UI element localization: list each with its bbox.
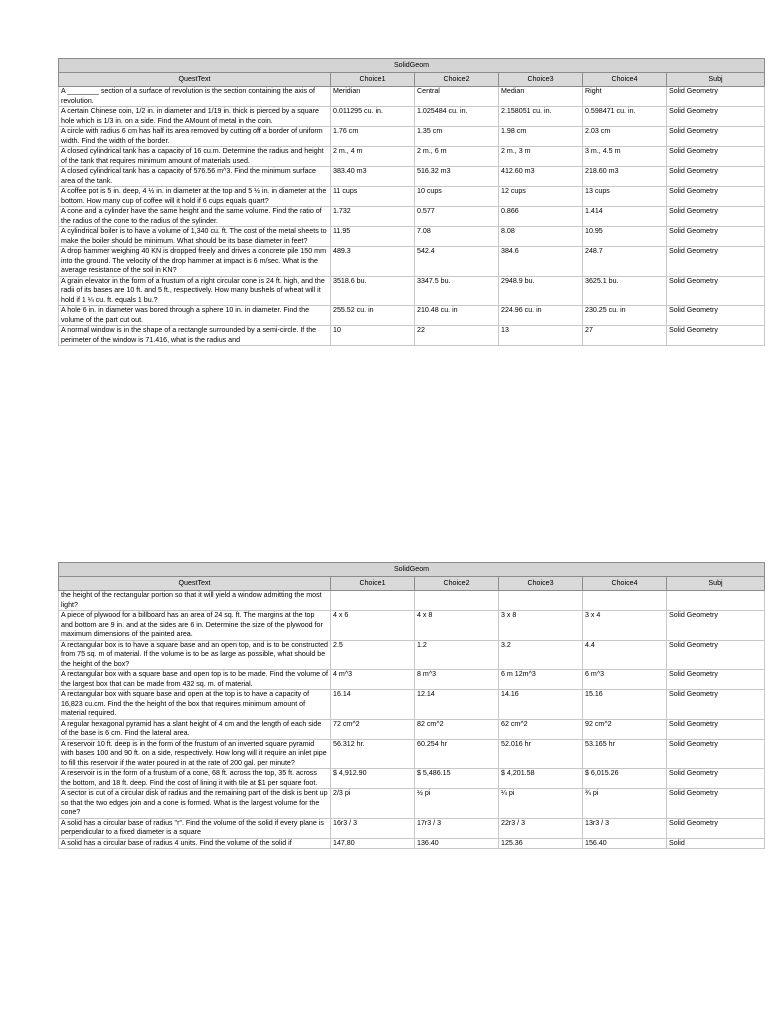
cell-choice2: 12.14	[415, 690, 499, 720]
cell-questtext: A solid has a circular base of radius 4 units. Find the volume of the solid if	[59, 838, 331, 849]
col-header-choice3: Choice3	[499, 577, 583, 591]
question-table	[58, 58, 765, 346]
table-row	[59, 227, 765, 247]
cell-choice1: 11.95	[331, 227, 415, 247]
cell-choice2: 210.48 cu. in	[415, 306, 499, 326]
cell-choice4: 0.598471 cu. in.	[583, 107, 667, 127]
cell-choice2: $ 5,486.15	[415, 769, 499, 789]
cell-choice3: 1.98 cm	[499, 127, 583, 147]
cell-subj: Solid Geometry	[667, 789, 765, 819]
cell-choice1: 2 m., 4 m	[331, 147, 415, 167]
cell-subj: Solid Geometry	[667, 247, 765, 277]
cell-questtext: A sector is cut of a circular disk of radius and the remaining part of the disk is bent up so that the two edges join and a cone is formed. What is the largest volume for the cone?	[59, 789, 331, 819]
table-row	[59, 640, 765, 670]
cell-choice1: 16.14	[331, 690, 415, 720]
cell-subj: Solid Geometry	[667, 306, 765, 326]
cell-choice1: 147.80	[331, 838, 415, 849]
table-body	[59, 591, 765, 849]
col-header-subj: Subj	[667, 577, 765, 591]
cell-questtext: A piece of plywood for a billboard has an area of 24 sq. ft. The margins at the top and bottom are 9 in. and at the sides are 6 in. Determine the size of the plywood for maximum dimensions of the painted area.	[59, 611, 331, 641]
col-header-choice1: Choice1	[331, 577, 415, 591]
header-row	[59, 73, 765, 87]
cell-choice4: ¾ pi	[583, 789, 667, 819]
cell-subj: Solid Geometry	[667, 719, 765, 739]
cell-choice1: 16r3 / 3	[331, 818, 415, 838]
cell-questtext: A rectangular box with a square base and open top is to be made. Find the volume of the largest box that can be made from 432 sq. m. of material.	[59, 670, 331, 690]
cell-choice2: ½ pi	[415, 789, 499, 819]
cell-choice3: 412.60 m3	[499, 167, 583, 187]
table-row	[59, 306, 765, 326]
cell-choice4: 10.95	[583, 227, 667, 247]
cell-choice3: 6 m 12m^3	[499, 670, 583, 690]
cell-choice1: 2/3 pi	[331, 789, 415, 819]
cell-choice1: 2.5	[331, 640, 415, 670]
spreadsheet-page-1	[58, 58, 764, 346]
table-row	[59, 591, 765, 611]
cell-choice2: 8 m^3	[415, 670, 499, 690]
cell-choice1: 0.011295 cu. in.	[331, 107, 415, 127]
cell-choice3	[499, 591, 583, 611]
sheet-title: SolidGeom	[59, 59, 765, 73]
cell-choice2: 1.2	[415, 640, 499, 670]
cell-choice1: $ 4,912.90	[331, 769, 415, 789]
cell-subj: Solid Geometry	[667, 326, 765, 346]
cell-questtext: A ________ section of a surface of revolution is the section containing the axis of revolution.	[59, 87, 331, 107]
cell-subj: Solid Geometry	[667, 690, 765, 720]
cell-choice3: 125.36	[499, 838, 583, 849]
cell-choice2: 17r3 / 3	[415, 818, 499, 838]
col-header-questtext: QuestText	[59, 577, 331, 591]
cell-subj: Solid Geometry	[667, 227, 765, 247]
cell-choice1: 72 cm^2	[331, 719, 415, 739]
cell-choice1: Meridian	[331, 87, 415, 107]
table-row	[59, 276, 765, 306]
cell-choice3: 52.016 hr	[499, 739, 583, 769]
cell-questtext: the height of the rectangular portion so that it will yield a window admitting the most light?	[59, 591, 331, 611]
cell-choice3: 384.6	[499, 247, 583, 277]
cell-choice3: 3 x 8	[499, 611, 583, 641]
col-header-choice2: Choice2	[415, 73, 499, 87]
cell-choice2: 136.40	[415, 838, 499, 849]
cell-choice4: 2.03 cm	[583, 127, 667, 147]
cell-choice3: 8.08	[499, 227, 583, 247]
cell-choice2	[415, 591, 499, 611]
question-table	[58, 562, 765, 849]
cell-choice2: 60.254 hr	[415, 739, 499, 769]
cell-choice1: 4 m^3	[331, 670, 415, 690]
cell-choice3: 12 cups	[499, 187, 583, 207]
header-row	[59, 577, 765, 591]
col-header-choice2: Choice2	[415, 577, 499, 591]
table-row	[59, 326, 765, 346]
cell-choice3: 62 cm^2	[499, 719, 583, 739]
cell-subj: Solid Geometry	[667, 127, 765, 147]
table-row	[59, 187, 765, 207]
cell-choice3: $ 4,201.58	[499, 769, 583, 789]
cell-choice1: 1.732	[331, 207, 415, 227]
cell-questtext: A coffee pot is 5 in. deep, 4 ½ in. in diameter at the top and 5 ½ in. in diameter at the bottom. How many cup of coffee will it hold if 6 cups equals quart?	[59, 187, 331, 207]
cell-questtext: A drop hammer weighing 40 KN is dropped freely and drives a concrete pile 150 mm into the ground. The velocity of the drop hammer at impact is 6 m/sec. What is the average resistance of the soil in KN?	[59, 247, 331, 277]
cell-choice2: 4 x 8	[415, 611, 499, 641]
cell-choice1: 11 cups	[331, 187, 415, 207]
table-row	[59, 167, 765, 187]
cell-questtext: A closed cylindrical tank has a capacity of 16 cu.m. Determine the radius and height of the tank that requires minimum amount of materials used.	[59, 147, 331, 167]
cell-questtext: A rectangular box with square base and open at the top is to have a capacity of 16,823 cu.cm. Find the the height of the box that requires minimum amount of material required.	[59, 690, 331, 720]
cell-choice2: 3347.5 bu.	[415, 276, 499, 306]
cell-questtext: A closed cylindrical tank has a capacity of 576.56 m^3. Find the minimum surface area of the tank.	[59, 167, 331, 187]
cell-choice2: 2 m., 6 m	[415, 147, 499, 167]
cell-subj: Solid Geometry	[667, 207, 765, 227]
cell-choice3: Median	[499, 87, 583, 107]
cell-choice1: 3518.6 bu.	[331, 276, 415, 306]
cell-subj: Solid Geometry	[667, 640, 765, 670]
cell-choice2: 10 cups	[415, 187, 499, 207]
cell-choice1: 255.52 cu. in	[331, 306, 415, 326]
cell-choice1: 1.76 cm	[331, 127, 415, 147]
cell-subj: Solid Geometry	[667, 147, 765, 167]
cell-choice3: ¼ pi	[499, 789, 583, 819]
cell-choice3: 2948.9 bu.	[499, 276, 583, 306]
spreadsheet-page-2	[58, 562, 764, 849]
cell-choice4: 156.40	[583, 838, 667, 849]
cell-questtext: A rectangular box is to have a square base and an open top, and is to be constructed from 75 sq. m of material. If the volume is to be as large as possible, what should be the height of the box?	[59, 640, 331, 670]
col-header-choice3: Choice3	[499, 73, 583, 87]
cell-choice4: 92 cm^2	[583, 719, 667, 739]
table-row	[59, 769, 765, 789]
cell-choice4: 13r3 / 3	[583, 818, 667, 838]
col-header-subj: Subj	[667, 73, 765, 87]
cell-choice4	[583, 591, 667, 611]
table-row	[59, 87, 765, 107]
cell-questtext: A certain Chinese coin, 1/2 in. in diameter and 1/19 in. thick is pierced by a square hole which is 1/3 in. on a side. Find the AMount of metal in the coin.	[59, 107, 331, 127]
col-header-choice1: Choice1	[331, 73, 415, 87]
cell-questtext: A normal window is in the shape of a rectangle surrounded by a semi-circle. If the perimeter of the window is 71.416, what is the radius and	[59, 326, 331, 346]
table-row	[59, 147, 765, 167]
table-row	[59, 838, 765, 849]
cell-choice4: 230.25 cu. in	[583, 306, 667, 326]
cell-choice4: 6 m^3	[583, 670, 667, 690]
cell-choice3: 3.2	[499, 640, 583, 670]
cell-choice4: 53.165 hr	[583, 739, 667, 769]
cell-questtext: A solid has a circular base of radius "r". Find the volume of the solid if every plane is perpendicular to a fixed diameter is a square	[59, 818, 331, 838]
cell-questtext: A grain elevator in the form of a frustum of a right circular cone is 24 ft. high, and the radii of its bases are 10 ft. and 5 ft., respectively. How many bushels of wheat will it hold if 1 ¼ cu. ft. equals 1 bu.?	[59, 276, 331, 306]
cell-questtext: A reservoir is in the form of a frustum of a cone, 68 ft. across the top, 35 ft. across the bottom, and 18 ft. deep. Find the cost of lining it with tile at $1 per square foot.	[59, 769, 331, 789]
cell-choice3: 14.16	[499, 690, 583, 720]
table-row	[59, 107, 765, 127]
cell-choice2: 1.35 cm	[415, 127, 499, 147]
cell-questtext: A cone and a cylinder have the same height and the same volume. Find the ratio of the radius of the cone to the radius of the sylinder.	[59, 207, 331, 227]
cell-choice4: 15.16	[583, 690, 667, 720]
table-row	[59, 690, 765, 720]
col-header-choice4: Choice4	[583, 577, 667, 591]
cell-questtext: A hole 6 in. in diameter was bored through a sphere 10 in. in diameter. Find the volume of the part cut out.	[59, 306, 331, 326]
table-row	[59, 611, 765, 641]
cell-subj: Solid Geometry	[667, 87, 765, 107]
cell-choice2: 7.08	[415, 227, 499, 247]
cell-subj: Solid Geometry	[667, 769, 765, 789]
table-body	[59, 87, 765, 346]
cell-choice2: Central	[415, 87, 499, 107]
cell-choice4: Right	[583, 87, 667, 107]
cell-questtext: A regular hexagonal pyramid has a slant height of 4 cm and the length of each side of the base is 6 cm. Find the lateral area.	[59, 719, 331, 739]
table-row	[59, 247, 765, 277]
cell-choice2: 82 cm^2	[415, 719, 499, 739]
cell-subj: Solid Geometry	[667, 187, 765, 207]
cell-choice4: 1.414	[583, 207, 667, 227]
cell-choice3: 0.866	[499, 207, 583, 227]
cell-choice2: 1.025484 cu. in.	[415, 107, 499, 127]
cell-choice1	[331, 591, 415, 611]
cell-choice1: 10	[331, 326, 415, 346]
cell-questtext: A cylindrical boiler is to have a volume of 1,340 cu. ft. The cost of the metal sheets to make the boiler should be minimum. What should be its base diameter in feet?	[59, 227, 331, 247]
cell-subj: Solid Geometry	[667, 818, 765, 838]
sheet-title: SolidGeom	[59, 563, 765, 577]
cell-choice4: 3 m., 4.5 m	[583, 147, 667, 167]
col-header-questtext: QuestText	[59, 73, 331, 87]
cell-questtext: A circle with radius 6 cm has half its area removed by cutting off a border of uniform width. Find the width of the border.	[59, 127, 331, 147]
col-header-choice4: Choice4	[583, 73, 667, 87]
cell-choice3: 224.96 cu. in	[499, 306, 583, 326]
table-row	[59, 818, 765, 838]
cell-choice2: 22	[415, 326, 499, 346]
cell-choice1: 56.312 hr.	[331, 739, 415, 769]
cell-choice2: 516.32 m3	[415, 167, 499, 187]
cell-subj: Solid Geometry	[667, 276, 765, 306]
cell-subj: Solid Geometry	[667, 107, 765, 127]
cell-choice1: 4 x 6	[331, 611, 415, 641]
cell-subj: Solid Geometry	[667, 611, 765, 641]
table-row	[59, 789, 765, 819]
cell-subj: Solid Geometry	[667, 167, 765, 187]
cell-choice4: 3625.1 bu.	[583, 276, 667, 306]
cell-questtext: A reservoir 10 ft. deep is in the form of the frustum of an inverted square pyramid with bases 100 and 90 ft. on a side, respectively. How long will it require an inlet pipe to fill this reservoir if the water poured in at the rate of 200 gal. per minute?	[59, 739, 331, 769]
cell-choice4: 13 cups	[583, 187, 667, 207]
cell-choice4: 248.7	[583, 247, 667, 277]
cell-subj: Solid Geometry	[667, 739, 765, 769]
cell-choice3: 2 m., 3 m	[499, 147, 583, 167]
table-row	[59, 719, 765, 739]
cell-choice2: 542.4	[415, 247, 499, 277]
cell-choice3: 13	[499, 326, 583, 346]
cell-choice4: $ 6,015.26	[583, 769, 667, 789]
table-row	[59, 127, 765, 147]
cell-choice4: 3 x 4	[583, 611, 667, 641]
cell-choice1: 383.40 m3	[331, 167, 415, 187]
cell-subj: Solid	[667, 838, 765, 849]
cell-subj: Solid Geometry	[667, 670, 765, 690]
cell-choice3: 22r3 / 3	[499, 818, 583, 838]
table-row	[59, 670, 765, 690]
cell-subj	[667, 591, 765, 611]
cell-choice4: 218.60 m3	[583, 167, 667, 187]
cell-choice4: 27	[583, 326, 667, 346]
cell-choice4: 4.4	[583, 640, 667, 670]
table-row	[59, 739, 765, 769]
cell-choice2: 0.577	[415, 207, 499, 227]
cell-choice3: 2.158051 cu. in.	[499, 107, 583, 127]
table-row	[59, 207, 765, 227]
cell-choice1: 489.3	[331, 247, 415, 277]
